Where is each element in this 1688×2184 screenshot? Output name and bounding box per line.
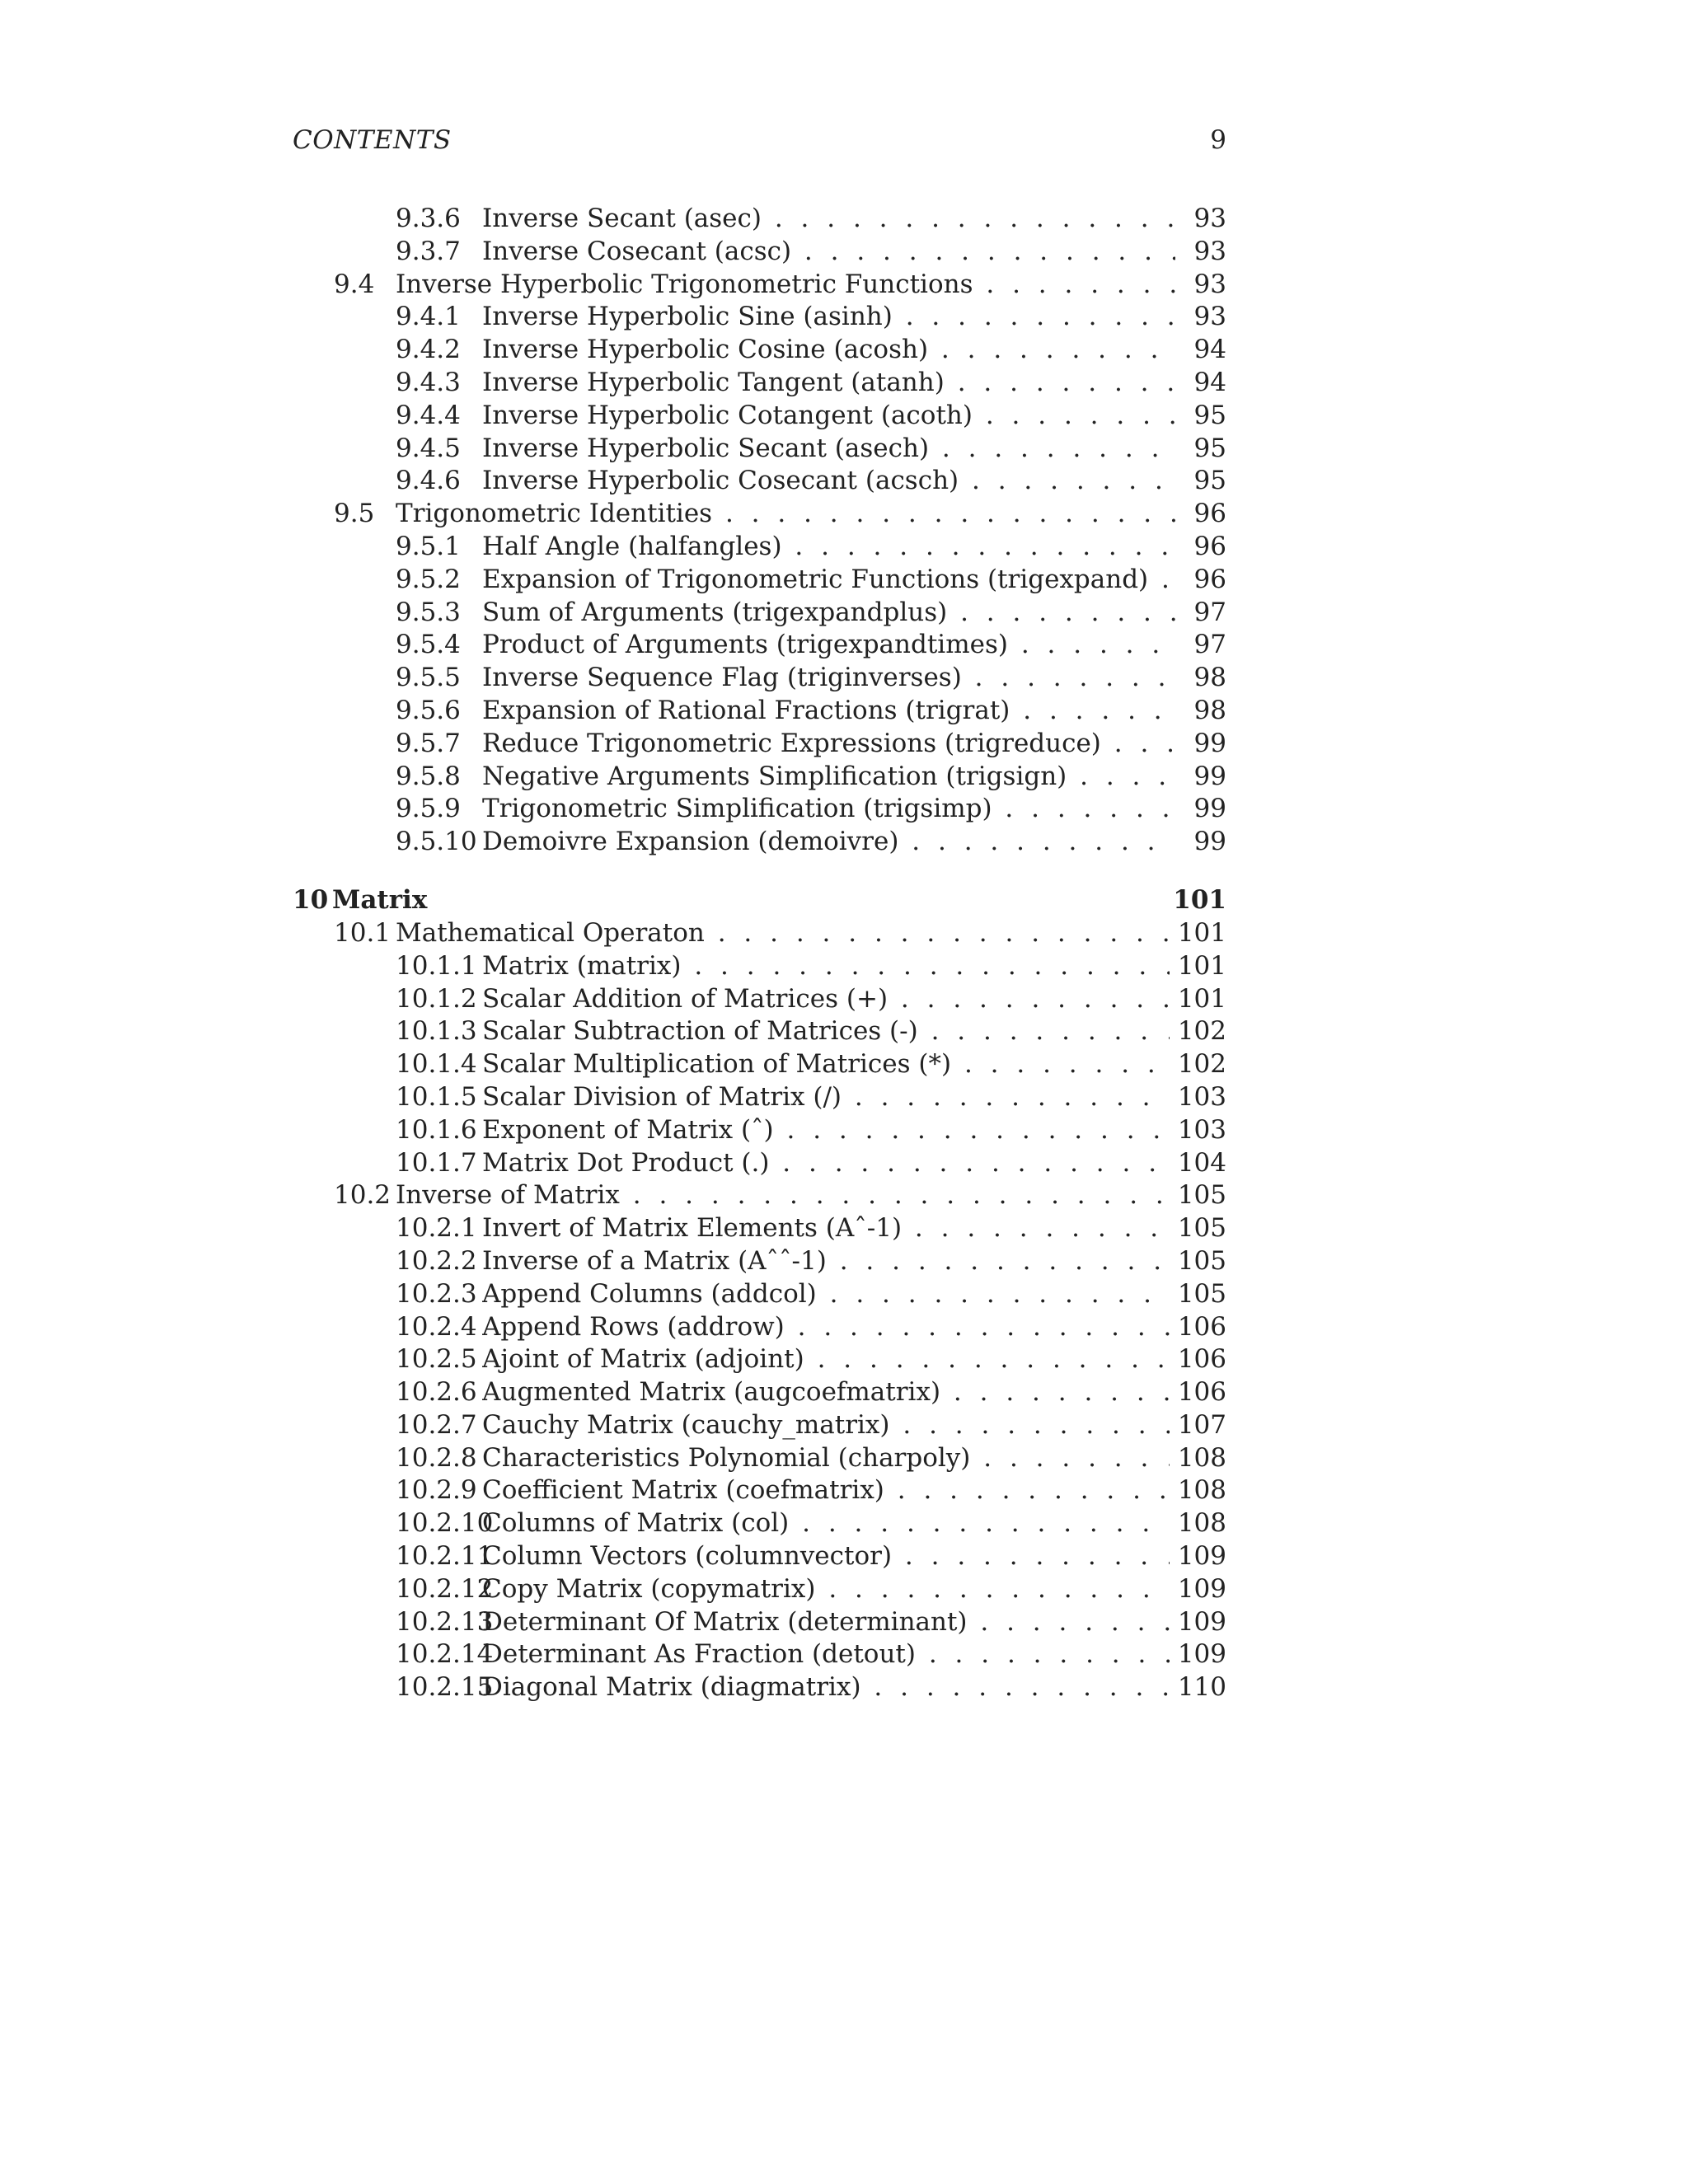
toc-entry-page: 98 [1186, 662, 1226, 695]
toc-entry-title: Inverse Secant (asec) . . . [482, 203, 1175, 236]
toc-entry-page: 106 [1170, 1343, 1226, 1376]
toc-subsection-entry[interactable] [293, 1540, 1226, 1573]
toc-entry-title: Inverse Sequence Flag (triginverses) . . . [482, 662, 1175, 695]
toc-subsection-entry[interactable] [293, 1048, 1226, 1081]
toc-entry-number: 9.5 [334, 499, 375, 529]
toc-entry-title: Inverse Hyperbolic Cotangent (acoth) . . . [482, 400, 1175, 433]
toc-entry-number: 10.1 [334, 917, 392, 948]
page-header [293, 125, 1226, 165]
toc-subsection-entry[interactable] [293, 1015, 1226, 1048]
toc-entry-page: 101 [1170, 950, 1226, 983]
toc-entry-number: 10.2.10 [396, 1508, 494, 1539]
toc-entry-page: 99 [1186, 728, 1226, 761]
toc-subsection-entry[interactable] [293, 1606, 1226, 1639]
toc-entry-number: 10.2.2 [396, 1245, 477, 1276]
toc-entry-number: 9.5.10 [396, 827, 477, 857]
toc-subsection-entry[interactable] [293, 531, 1226, 564]
toc-section-entry[interactable] [293, 269, 1226, 302]
toc-entry-title: Reduce Trigonometric Expressions (trigreduce) . . . [482, 728, 1175, 761]
running-header-title: CONTENTS [293, 125, 452, 155]
toc-entry-page: 107 [1170, 1409, 1226, 1442]
toc-entry-title: Inverse of a Matrix (Aˆˆ-1) . . . [482, 1245, 1175, 1278]
toc-entry-number: 10.2.7 [396, 1409, 477, 1440]
toc-subsection-entry[interactable] [293, 1147, 1226, 1180]
toc-subsection-entry[interactable] [293, 1376, 1226, 1409]
toc-entry-title: Inverse of Matrix . . . [396, 1179, 1175, 1212]
toc-entry-number: 10.1.2 [396, 983, 477, 1014]
toc-entry-title: Inverse Hyperbolic Sine (asinh) . . . [482, 301, 1175, 334]
toc-entry-number: 10.2.6 [396, 1377, 477, 1408]
toc-entry-title: Ajoint of Matrix (adjoint) . . . [482, 1343, 1175, 1376]
toc-subsection-entry[interactable] [293, 662, 1226, 695]
toc-entry-page: 94 [1186, 367, 1226, 400]
toc-entry-number: 10.2.5 [396, 1344, 477, 1375]
toc-entry-page: 95 [1186, 433, 1226, 466]
toc-entry-number: 9.4 [334, 269, 375, 299]
toc-entry-title: Scalar Division of Matrix (/) . . . [482, 1081, 1175, 1114]
toc-entry-page: 109 [1170, 1638, 1226, 1671]
toc-entry-number: 9.4.5 [396, 433, 461, 463]
toc-entry-number: 9.3.7 [396, 236, 461, 266]
toc-entry-number: 9.5.4 [396, 630, 461, 660]
toc-entry-title: Inverse Hyperbolic Cosine (acosh) . . . [482, 334, 1175, 367]
toc-entry-number: 10.2.8 [396, 1442, 477, 1473]
toc-entry-title: Coefficient Matrix (coefmatrix) . . . [482, 1474, 1175, 1507]
toc-entry-title: Inverse Cosecant (acsc) . . . [482, 236, 1175, 269]
toc-subsection-entry[interactable] [293, 1573, 1226, 1606]
toc-chapter-page: 101 [1165, 883, 1226, 917]
toc-entry-title: Negative Arguments Simplification (trigsign) . . . [482, 761, 1175, 794]
toc-entry-page: 102 [1170, 1048, 1226, 1081]
toc-entry-title: Invert of Matrix Elements (Aˆ-1) . . . [482, 1212, 1175, 1245]
toc-chapter-entry[interactable] [293, 883, 1226, 917]
toc-entry-title: Column Vectors (columnvector) . . . [482, 1540, 1175, 1573]
toc-entry-page: 110 [1170, 1671, 1226, 1704]
toc-entry-number: 9.5.3 [396, 597, 461, 627]
toc-entry-title: Columns of Matrix (col) . . . [482, 1507, 1175, 1540]
toc-entry-page: 93 [1186, 301, 1226, 334]
toc-entry-title: Append Columns (addcol) . . . [482, 1278, 1175, 1311]
toc-entry-number: 9.5.1 [396, 531, 461, 561]
toc-entry-number: 10.2.12 [396, 1573, 494, 1604]
toc-entry-page: 103 [1170, 1081, 1226, 1114]
toc-entry-page: 105 [1170, 1212, 1226, 1245]
toc-entry-title: Scalar Addition of Matrices (+) . . . [482, 983, 1175, 1016]
toc-entry-title: Trigonometric Simplification (trigsimp) . . . [482, 793, 1175, 826]
toc-subsection-entry[interactable] [293, 301, 1226, 334]
toc-entry-page: 93 [1186, 269, 1226, 302]
toc-entry-number: 9.5.6 [396, 695, 461, 725]
toc-section-entry[interactable] [293, 917, 1226, 950]
toc-entry-page: 109 [1170, 1606, 1226, 1639]
toc-entry-title: Product of Arguments (trigexpandtimes) . . . [482, 629, 1175, 662]
toc-entry-number: 10.2.3 [396, 1278, 477, 1309]
toc-subsection-entry[interactable] [293, 950, 1226, 983]
toc-subsection-entry[interactable] [293, 334, 1226, 367]
toc-entry-page: 96 [1186, 564, 1226, 597]
toc-entry-page: 105 [1170, 1245, 1226, 1278]
toc-entry-number: 10.2.13 [396, 1606, 494, 1637]
toc-entry-page: 99 [1186, 826, 1226, 859]
toc-entry-number: 10.2.9 [396, 1475, 477, 1506]
toc-subsection-entry[interactable] [293, 1671, 1226, 1704]
toc-subsection-entry[interactable] [293, 236, 1226, 269]
toc-subsection-entry[interactable] [293, 1409, 1226, 1442]
toc-subsection-entry[interactable] [293, 1311, 1226, 1344]
toc-entry-number: 10.1.4 [396, 1049, 477, 1080]
toc-subsection-entry[interactable] [293, 564, 1226, 597]
toc-subsection-entry[interactable] [293, 1638, 1226, 1671]
toc-entry-page: 106 [1170, 1376, 1226, 1409]
toc-entry-page: 96 [1186, 531, 1226, 564]
toc-entry-title: Inverse Hyperbolic Trigonometric Functions . . . [396, 269, 1175, 302]
toc-group-chapter-10 [293, 917, 1226, 1704]
toc-entry-page: 106 [1170, 1311, 1226, 1344]
toc-entry-page: 109 [1170, 1540, 1226, 1573]
toc-entry-title: Inverse Hyperbolic Secant (asech) . . . [482, 433, 1175, 466]
running-header-page-number: 9 [1210, 125, 1226, 155]
toc-entry-number: 9.4.3 [396, 367, 461, 397]
toc-entry-page: 105 [1170, 1179, 1226, 1212]
toc-entry-title: Matrix (matrix) . . . [482, 950, 1175, 983]
toc-entry-page: 108 [1170, 1474, 1226, 1507]
toc-entry-page: 96 [1186, 498, 1226, 531]
toc-entry-title: Copy Matrix (copymatrix) . . . [482, 1573, 1175, 1606]
toc-entry-number: 9.5.7 [396, 728, 461, 758]
toc-entry-title: Trigonometric Identities . . . [396, 498, 1175, 531]
toc-subsection-entry[interactable] [293, 1442, 1226, 1475]
toc-entry-number: 10.1.7 [396, 1147, 477, 1178]
toc-subsection-entry[interactable] [293, 1474, 1226, 1507]
toc-entry-number: 10.2 [334, 1180, 392, 1211]
toc-subsection-entry[interactable] [293, 728, 1226, 761]
toc-subsection-entry[interactable] [293, 203, 1226, 236]
toc-entry-title: Determinant Of Matrix (determinant) . . . [482, 1606, 1175, 1639]
toc-entry-title: Inverse Hyperbolic Cosecant (acsch) . . . [482, 465, 1175, 498]
toc-entry-number: 9.5.5 [396, 663, 461, 693]
toc-subsection-entry[interactable] [293, 400, 1226, 433]
toc-entry-number: 9.5.8 [396, 761, 461, 791]
toc-entry-title: Augmented Matrix (augcoefmatrix) . . . [482, 1376, 1175, 1409]
toc-subsection-entry[interactable] [293, 983, 1226, 1016]
toc-entry-number: 10.2.15 [396, 1672, 494, 1703]
toc-entry-page: 95 [1186, 465, 1226, 498]
toc-entry-number: 10.1.6 [396, 1114, 477, 1145]
toc-subsection-entry[interactable] [293, 1343, 1226, 1376]
toc-entry-page: 99 [1186, 793, 1226, 826]
toc-subsection-entry[interactable] [293, 1507, 1226, 1540]
toc-entry-title: Matrix Dot Product (.) . . . [482, 1147, 1175, 1180]
toc-subsection-entry[interactable] [293, 695, 1226, 728]
toc-subsection-entry[interactable] [293, 761, 1226, 794]
toc-entry-number: 10.1.5 [396, 1081, 477, 1112]
toc-entry-number: 10.2.4 [396, 1311, 477, 1342]
toc-entry-page: 95 [1186, 400, 1226, 433]
toc-entry-title: Scalar Multiplication of Matrices (*) . . . [482, 1048, 1175, 1081]
toc-subsection-entry[interactable] [293, 1278, 1226, 1311]
toc-entry-number: 10.2.14 [396, 1639, 494, 1670]
toc-entry-page: 109 [1170, 1573, 1226, 1606]
toc-entry-number: 9.4.4 [396, 400, 461, 430]
toc-chapter-number: 10 [293, 884, 329, 915]
toc-entry-title: Mathematical Operaton . . . [396, 917, 1175, 950]
toc-entry-title: Append Rows (addrow) . . . [482, 1311, 1175, 1344]
toc-entry-title: Diagonal Matrix (diagmatrix) . . . [482, 1671, 1175, 1704]
toc-entry-title: Inverse Hyperbolic Tangent (atanh) . . . [482, 367, 1175, 400]
toc-entry-page: 97 [1186, 629, 1226, 662]
toc-entry-page: 103 [1170, 1114, 1226, 1147]
toc-entry-number: 9.3.6 [396, 204, 461, 233]
toc-entry-page: 102 [1170, 1015, 1226, 1048]
toc-entry-title: Cauchy Matrix (cauchy_matrix) . . . [482, 1409, 1175, 1442]
toc-group-chapter-9-continued [293, 203, 1226, 859]
toc-subsection-entry[interactable] [293, 793, 1226, 826]
toc-entry-number: 9.4.1 [396, 302, 461, 332]
toc-entry-title: Characteristics Polynomial (charpoly) . . . [482, 1442, 1175, 1475]
toc-entry-page: 99 [1186, 761, 1226, 794]
toc-subsection-entry[interactable] [293, 367, 1226, 400]
toc-entry-number: 9.5.9 [396, 794, 461, 824]
toc-entry-page: 101 [1170, 983, 1226, 1016]
toc-entry-number: 9.4.2 [396, 335, 461, 365]
toc-subsection-entry[interactable] [293, 465, 1226, 498]
toc-entry-page: 105 [1170, 1278, 1226, 1311]
toc-entry-page: 98 [1186, 695, 1226, 728]
toc-entry-page: 93 [1186, 236, 1226, 269]
toc-section-entry[interactable] [293, 498, 1226, 531]
toc-entry-page: 104 [1170, 1147, 1226, 1180]
toc-chapter-title: Matrix [332, 884, 428, 915]
toc-entry-title: Demoivre Expansion (demoivre) . . . [482, 826, 1175, 859]
toc-subsection-entry[interactable] [293, 597, 1226, 630]
toc-entry-page: 108 [1170, 1507, 1226, 1540]
toc-subsection-entry[interactable] [293, 1212, 1226, 1245]
toc-subsection-entry[interactable] [293, 1081, 1226, 1114]
toc-entry-number: 10.2.11 [396, 1541, 494, 1572]
toc-subsection-entry[interactable] [293, 629, 1226, 662]
toc-entry-page: 101 [1170, 917, 1226, 950]
toc-entry-title: Sum of Arguments (trigexpandplus) . . . [482, 597, 1175, 630]
toc-entry-title: Half Angle (halfangles) . . . [482, 531, 1175, 564]
toc-entry-page: 97 [1186, 597, 1226, 630]
toc-subsection-entry[interactable] [293, 1114, 1226, 1147]
table-of-contents [293, 203, 1226, 1704]
toc-entry-number: 9.4.6 [396, 466, 461, 496]
toc-subsection-entry[interactable] [293, 1245, 1226, 1278]
toc-entry-page: 94 [1186, 334, 1226, 367]
toc-entry-title: Exponent of Matrix (ˆ) . . . [482, 1114, 1175, 1147]
toc-subsection-entry[interactable] [293, 826, 1226, 859]
toc-entry-title: Expansion of Trigonometric Functions (trigexpand) . . . [482, 564, 1175, 597]
toc-entry-page: 108 [1170, 1442, 1226, 1475]
toc-entry-number: 10.1.3 [396, 1016, 477, 1047]
toc-entry-number: 10.1.1 [396, 950, 477, 981]
toc-entry-title: Scalar Subtraction of Matrices (-) . . . [482, 1015, 1175, 1048]
toc-entry-number: 10.2.1 [396, 1213, 477, 1244]
toc-entry-page: 93 [1186, 203, 1226, 236]
toc-subsection-entry[interactable] [293, 433, 1226, 466]
toc-entry-number: 9.5.2 [396, 564, 461, 594]
toc-entry-title: Expansion of Rational Fractions (trigrat) . . . [482, 695, 1175, 728]
toc-section-entry[interactable] [293, 1179, 1226, 1212]
toc-entry-title: Determinant As Fraction (detout) . . . [482, 1638, 1175, 1671]
